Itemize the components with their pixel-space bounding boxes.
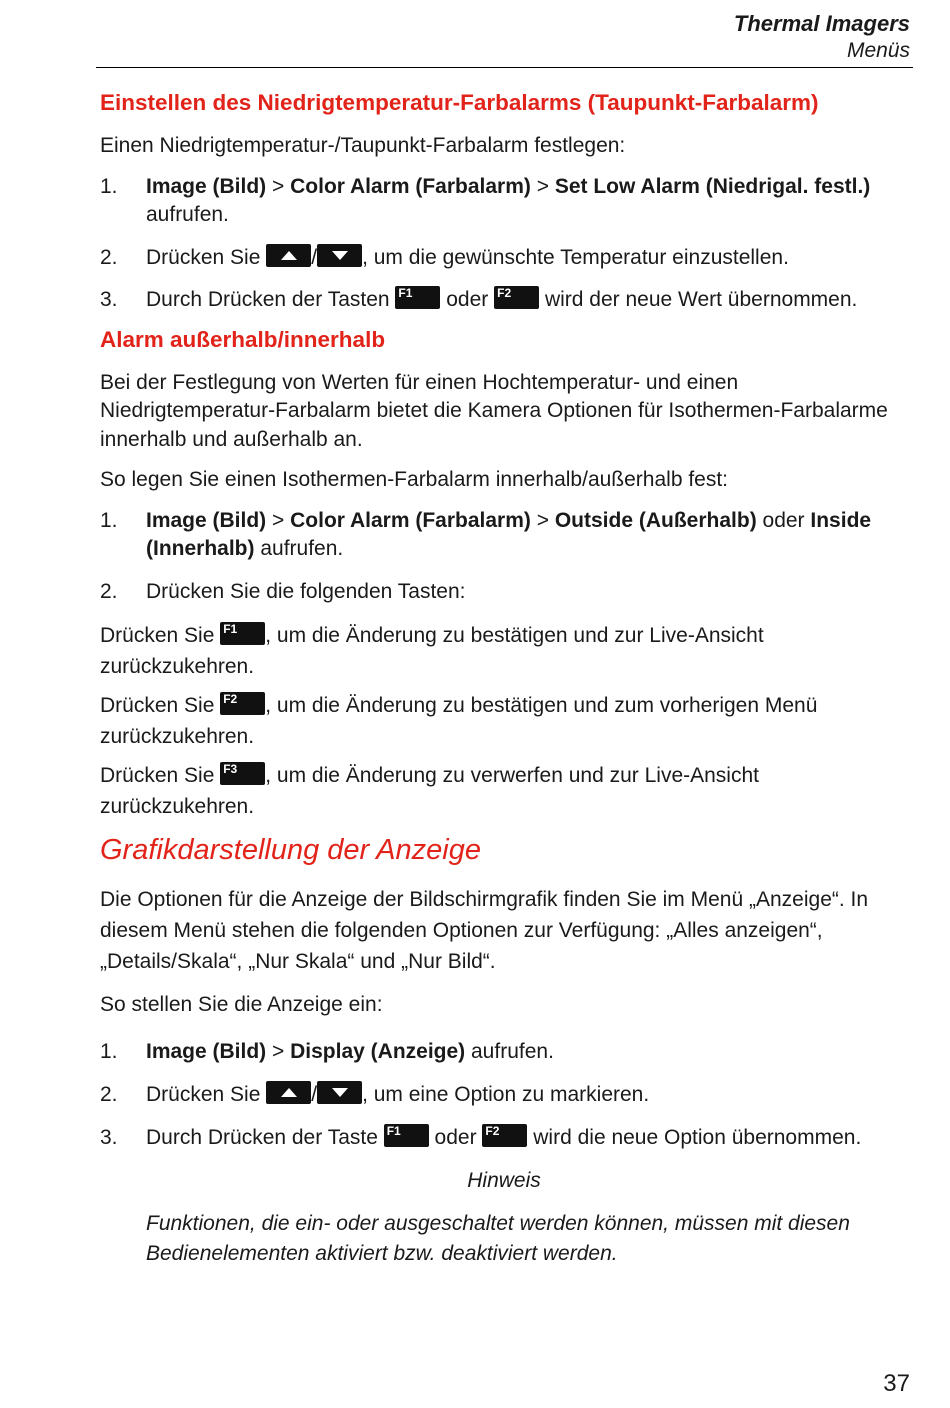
key-instruction-f1 — [100, 620, 900, 682]
list-item — [100, 507, 900, 564]
f2-key-icon — [220, 692, 265, 715]
page-header — [734, 10, 910, 64]
step-text: Drücken Sie die folgenden Tasten: — [146, 579, 466, 603]
step-text: oder — [428, 1125, 483, 1149]
f1-key-icon — [395, 286, 440, 309]
step-text: Drücken Sie — [146, 245, 267, 269]
note-text: Funktionen, die ein- oder ausgeschaltet werden können, müssen mit diesen Bedienelementen aktiviert bzw. deaktiviert werden. — [146, 1211, 850, 1265]
list-item — [100, 1122, 900, 1153]
list-item — [100, 173, 900, 230]
inside-outside-para1: Bei der Festlegung von Werten für einen Hochtemperatur- und einen Niedrigtemperatur-Farbalarm bietet die Kamera Optionen für Isothermen-Farbalarme innerhalb und außerhalb an. — [100, 370, 888, 451]
path-separator: > — [266, 1039, 291, 1063]
key-text: , um die Änderung zu bestätigen und zum vorherigen Menü zurückzukehren. — [100, 694, 818, 748]
menu-path-item: Outside (Außerhalb) — [554, 508, 757, 532]
inside-outside-para2: So legen Sie einen Isothermen-Farbalarm innerhalb/außerhalb fest: — [100, 468, 729, 491]
key-label: F2 — [223, 692, 238, 706]
step-text: wird der neue Wert übernommen. — [539, 288, 858, 311]
f1-key-icon — [384, 1124, 429, 1147]
f2-key-icon — [482, 1124, 527, 1147]
step-number: 1. — [100, 508, 118, 532]
page-number: 37 — [883, 1370, 910, 1397]
key-label: F1 — [386, 1123, 401, 1138]
step-text: aufrufen. — [254, 537, 344, 560]
key-instruction-f3 — [100, 760, 900, 822]
list-item — [100, 244, 900, 273]
key-separator: / — [311, 1082, 318, 1106]
path-separator: > — [266, 508, 291, 532]
key-separator: / — [311, 245, 318, 269]
inside-outside-steps — [100, 507, 900, 607]
step-number: 3. — [100, 1125, 118, 1149]
step-text: , um die gewünschte Temperatur einzustellen. — [362, 245, 789, 269]
step-number: 1. — [100, 1039, 118, 1063]
step-number: 2. — [100, 245, 118, 269]
key-text: Drücken Sie — [100, 764, 221, 787]
heading-inside-outside: Alarm außerhalb/innerhalb — [100, 326, 386, 352]
page-content — [100, 88, 900, 1269]
menu-path-item: Display (Anzeige) — [290, 1039, 466, 1063]
low-alarm-intro: Einen Niedrigtemperatur-/Taupunkt-Farbalarm festlegen: — [100, 134, 626, 157]
arrow-up-key-icon — [266, 1081, 311, 1104]
list-item — [100, 578, 900, 607]
list-item — [100, 1079, 900, 1110]
menu-path-item: Inside (Innerhalb) — [146, 508, 872, 560]
list-item — [100, 1036, 900, 1067]
step-text: aufrufen. — [146, 203, 229, 226]
path-separator: > — [530, 508, 555, 532]
key-text: , um die Änderung zu verwerfen und zur Live-Ansicht zurückzukehren. — [100, 764, 759, 818]
step-text: Durch Drücken der Tasten — [146, 288, 396, 311]
key-text: Drücken Sie — [100, 624, 221, 647]
arrow-down-key-icon — [317, 1081, 362, 1104]
menu-path-item: Set Low Alarm (Niedrigal. festl.) — [554, 174, 871, 198]
menu-path-item: Color Alarm (Farbalarm) — [290, 508, 531, 532]
heading-low-alarm: Einstellen des Niedrigtemperatur-Farbalarms (Taupunkt-Farbalarm) — [100, 90, 819, 115]
key-label: F2 — [497, 286, 512, 300]
menu-path-item: Image (Bild) — [146, 508, 267, 532]
key-label: F3 — [223, 762, 238, 776]
key-label: F2 — [485, 1123, 500, 1138]
menu-path-item: Image (Bild) — [146, 1039, 267, 1063]
key-instruction-f2 — [100, 690, 900, 752]
step-number: 1. — [100, 174, 118, 198]
f3-key-icon — [220, 762, 265, 785]
step-text: wird die neue Option übernommen. — [527, 1125, 862, 1149]
step-text: oder — [756, 508, 811, 532]
key-label: F1 — [398, 286, 413, 300]
low-alarm-steps — [100, 173, 900, 315]
arrow-up-key-icon — [266, 244, 311, 267]
display-para2: So stellen Sie die Anzeige ein: — [100, 993, 383, 1016]
step-number: 3. — [100, 288, 118, 311]
menu-path-item: Color Alarm (Farbalarm) — [290, 174, 531, 198]
key-text: , um die Änderung zu bestätigen und zur Live-Ansicht zurückzukehren. — [100, 624, 764, 678]
step-text: Durch Drücken der Taste — [146, 1125, 384, 1149]
step-number: 2. — [100, 579, 118, 603]
f2-key-icon — [494, 286, 539, 309]
key-text: Drücken Sie — [100, 694, 221, 717]
menu-path-item: Image (Bild) — [146, 174, 267, 198]
arrow-down-key-icon — [317, 244, 362, 267]
step-text: oder — [440, 288, 495, 311]
header-subtitle: Menüs — [846, 39, 910, 62]
note-title: Hinweis — [467, 1168, 541, 1192]
f1-key-icon — [220, 622, 265, 645]
heading-display: Grafikdarstellung der Anzeige — [100, 834, 481, 866]
key-label: F1 — [223, 622, 238, 636]
display-para1: Die Optionen für die Anzeige der Bildschirmgrafik finden Sie im Menü „Anzeige“. In diesem Menü stehen die folgenden Optionen zur Verfügung: „Alles anzeigen“, „Details/Skala“, „Nur Skala“ und „Nur Bild“. — [100, 888, 869, 973]
display-steps — [100, 1036, 900, 1153]
step-number: 2. — [100, 1082, 118, 1106]
header-title: Thermal Imagers — [733, 11, 910, 36]
step-text: Drücken Sie — [146, 1082, 267, 1106]
step-text: , um eine Option zu markieren. — [362, 1082, 650, 1106]
path-separator: > — [530, 174, 555, 198]
header-rule — [96, 67, 913, 68]
path-separator: > — [266, 174, 291, 198]
list-item — [100, 286, 900, 315]
step-text: aufrufen. — [465, 1039, 554, 1063]
